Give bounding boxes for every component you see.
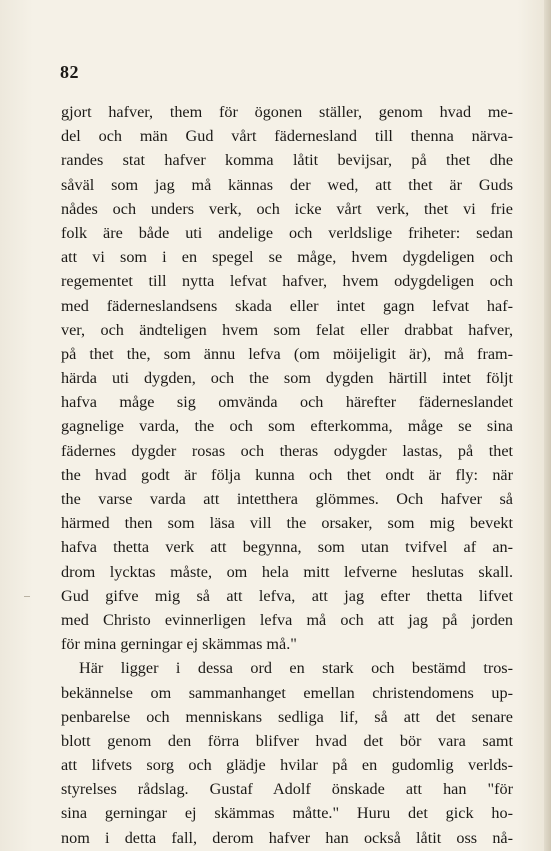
text-line: regementet till nytta lefvat hafver, hvem odygdeligen och <box>61 272 513 291</box>
text-line: hafva thetta verk att begynna, som utan tvifvel af an- <box>61 538 513 557</box>
text-line: del och män Gud vårt fädernesland till thenna närva- <box>61 127 513 146</box>
text-line: på thet the, som ännu lefva (om möijeligit är), må fram- <box>61 344 513 363</box>
page-number: 82 <box>60 62 79 82</box>
text-line: bekännelse om sammanhanget emellan christendomens up- <box>61 683 513 702</box>
text-line: hafva måge sig omvända och härefter fäderneslandet <box>61 393 513 412</box>
text-line: gagnelige varda, the och som efterkomma, måge se sina <box>61 417 513 436</box>
page-edge <box>544 0 551 851</box>
text-line: att lifvets sorg och glädje hvilar på en gudomlig verlds- <box>61 756 513 775</box>
text-line: härda uti dygden, och the som dygden härtill intet följt <box>61 369 513 388</box>
text-line: för mina gerningar ej skämmas må." <box>61 635 297 654</box>
text-line: Här ligger i dessa ord en stark och bestämd tros- <box>79 659 513 678</box>
text-line: randes stat hafver komma låtit bevijsar, på thet dhe <box>61 151 513 170</box>
text-line: drom lycktas måste, om hela mitt lefverne heslutas skall. <box>61 562 513 581</box>
text-line: gjort hafver, them för ögonen ställer, genom hvad me- <box>61 103 513 121</box>
text-line: the varse varda att intetthera glömmes. Och hafver så <box>61 490 513 508</box>
text-line: Gud gifve mig så att lefva, att jag efter thetta lifvet <box>61 586 513 605</box>
text-line: att vi som i en spegel se måge, hvem dygdeligen och <box>61 248 513 267</box>
text-line: nådes och unders verk, och icke vårt verk, thet vi frie <box>61 199 513 218</box>
margin-mark <box>24 596 30 597</box>
text-line: blott genom den förra blifver hvad det bör vara samt <box>61 731 513 750</box>
text-line: penbarelse och menniskans sedliga lif, så att det senare <box>61 707 513 726</box>
text-line: härmed then som läsa vill the orsaker, som mig bevekt <box>61 514 513 533</box>
body-text <box>61 100 513 850</box>
text-line: sina gerningar ej skämmas måtte." Huru det gick ho- <box>61 804 513 823</box>
text-line: styrelses rådslag. Gustaf Adolf önskade att han "för <box>61 780 513 799</box>
text-line: med Christo evinnerligen lefva må och att jag på jorden <box>61 610 513 629</box>
text-line: med fäderneslandsens skada eller intet gagn lefvat haf- <box>61 296 513 315</box>
text-line: ver, och ändteligen hvem som felat eller drabbat hafver, <box>61 320 513 339</box>
text-line: såväl som jag må kännas der wed, att thet är Guds <box>61 175 513 194</box>
text-line: the hvad godt är följa kunna och thet ondt är fly: när <box>61 465 513 484</box>
text-line: nom i detta fall, derom hafver han också låtit oss nå- <box>61 828 513 847</box>
text-line: fädernes dygder rosas och theras odygder lastas, på thet <box>61 441 513 460</box>
text-line: folk äre både uti andelige och verldslige friheter: sedan <box>61 223 513 242</box>
